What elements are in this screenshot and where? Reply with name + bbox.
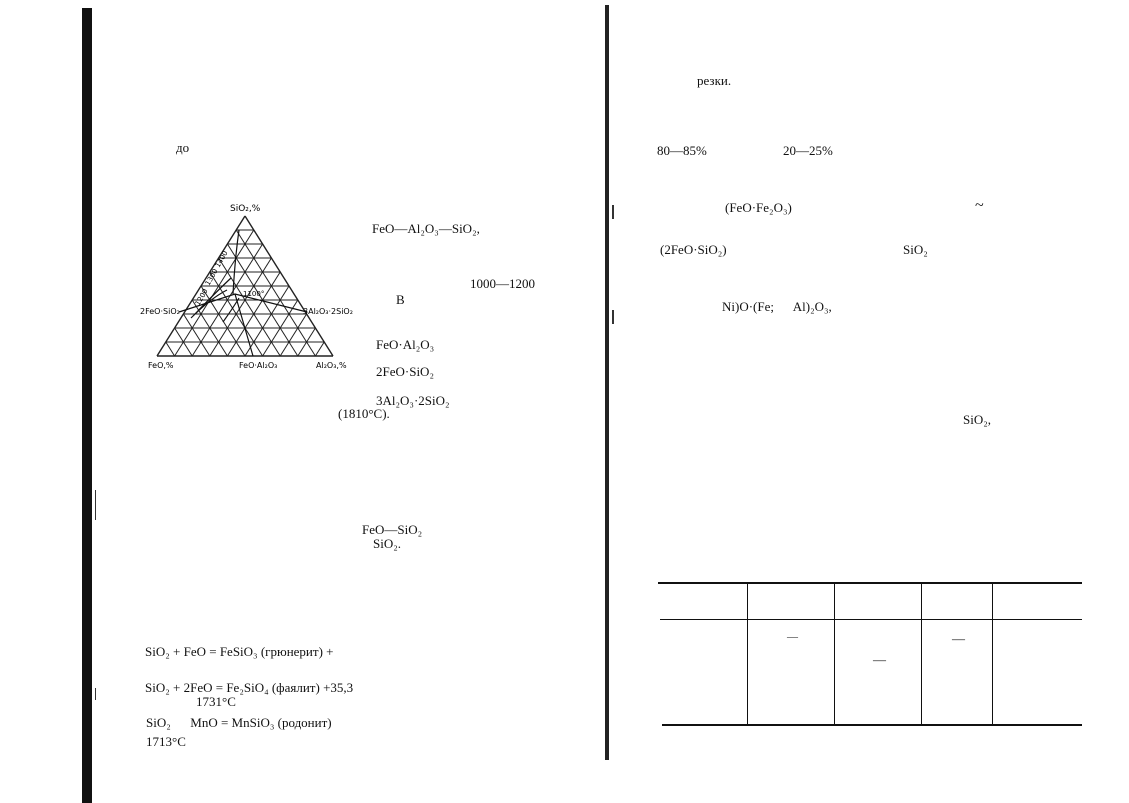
percent-20-25: 20—25%	[783, 143, 833, 158]
grid-line	[210, 258, 272, 356]
gutter-mark	[612, 310, 614, 324]
system-feo-sio2: FeO—SiO₂	[362, 522, 423, 537]
table-col-divider	[921, 584, 922, 724]
table-cell-dash: —	[873, 652, 886, 667]
isotherm-label: 1300	[203, 267, 220, 287]
bottom-mid-label: FeO·Al₂O₃	[239, 361, 278, 370]
bottom-left-label: FeO,%	[148, 361, 174, 370]
phase-boundary-curve	[235, 294, 253, 356]
table-col-divider	[834, 584, 835, 724]
word-rezki: резки.	[697, 73, 732, 88]
spinel-formula: Ni)O·(Fe; Al)₂O₃,	[722, 299, 832, 314]
equation-fayalite: SiO₂ + 2FeO = Fe₂SiO₄ (фаялит) +35,3	[145, 680, 354, 695]
compound-hercynite: FeO·Al₂O₃	[376, 337, 435, 352]
grid-line	[166, 342, 175, 356]
temperature-range: 1000—1200	[470, 276, 535, 291]
ternary-phase-diagram	[135, 198, 365, 373]
percent-80-85: 80—85%	[657, 143, 707, 158]
table-cell-dash: —	[952, 631, 965, 646]
right-mid-label: 3Al₂O₃·2SiO₂	[303, 307, 353, 316]
letter-v: В	[396, 292, 405, 307]
isotherm-label: 1400	[213, 249, 230, 269]
table-header-rule	[660, 619, 1082, 620]
table-bottom-rule	[662, 724, 1082, 726]
book-spine-shadow-left	[82, 8, 92, 803]
word-do: до	[176, 140, 190, 155]
table-top-rule	[658, 582, 1082, 584]
isotherm-label: 1200	[193, 287, 210, 307]
grid-line	[219, 258, 281, 356]
rhodonite-temp: 1713°С	[146, 734, 186, 749]
sio2-comma: SiO₂,	[963, 412, 992, 427]
gutter-mark	[612, 205, 614, 219]
fayalite-formula: (2FeO·SiO₂)	[660, 242, 727, 257]
compound-mullite: 3Al₂O₃·2SiO₂	[376, 393, 450, 408]
isotherm-label: 1100°	[243, 290, 265, 298]
table-col-divider	[992, 584, 993, 724]
magnetite-formula: (FeO·Fe₂O₃)	[725, 200, 792, 215]
sio2-text: SiO₂.	[373, 536, 402, 551]
edge-mark	[95, 688, 96, 700]
sio2-formula: SiO₂	[903, 242, 928, 257]
left-mid-label: 2FeO·SiO₂	[140, 307, 180, 316]
bottom-right-label: Al₂O₃,%	[316, 361, 347, 370]
phase-boundary-curve	[223, 298, 239, 322]
grid-line	[175, 230, 254, 356]
equation-rhodonite: SiO₂ MnO = MnSiO₃ (родонит)	[146, 715, 332, 730]
table-col-divider	[747, 584, 748, 724]
apex-label: SiO₂,%	[230, 204, 261, 214]
temp-1810: (1810°С).	[338, 406, 390, 421]
fayalite-temp: 1731°С	[196, 694, 236, 709]
tilde-symbol: ~	[975, 197, 984, 214]
equation-grunerite: SiO₂ + FeO = FeSiO₃ (грюнерит) +	[145, 644, 334, 659]
compound-fayalite: 2FeO·SiO₂	[376, 364, 434, 379]
system-formula: FeO—Al₂O₃—SiO₂,	[372, 221, 480, 236]
table-cell-dash: —	[787, 631, 798, 643]
edge-mark	[95, 490, 96, 520]
grid-line	[315, 342, 324, 356]
page-gutter	[605, 5, 609, 760]
